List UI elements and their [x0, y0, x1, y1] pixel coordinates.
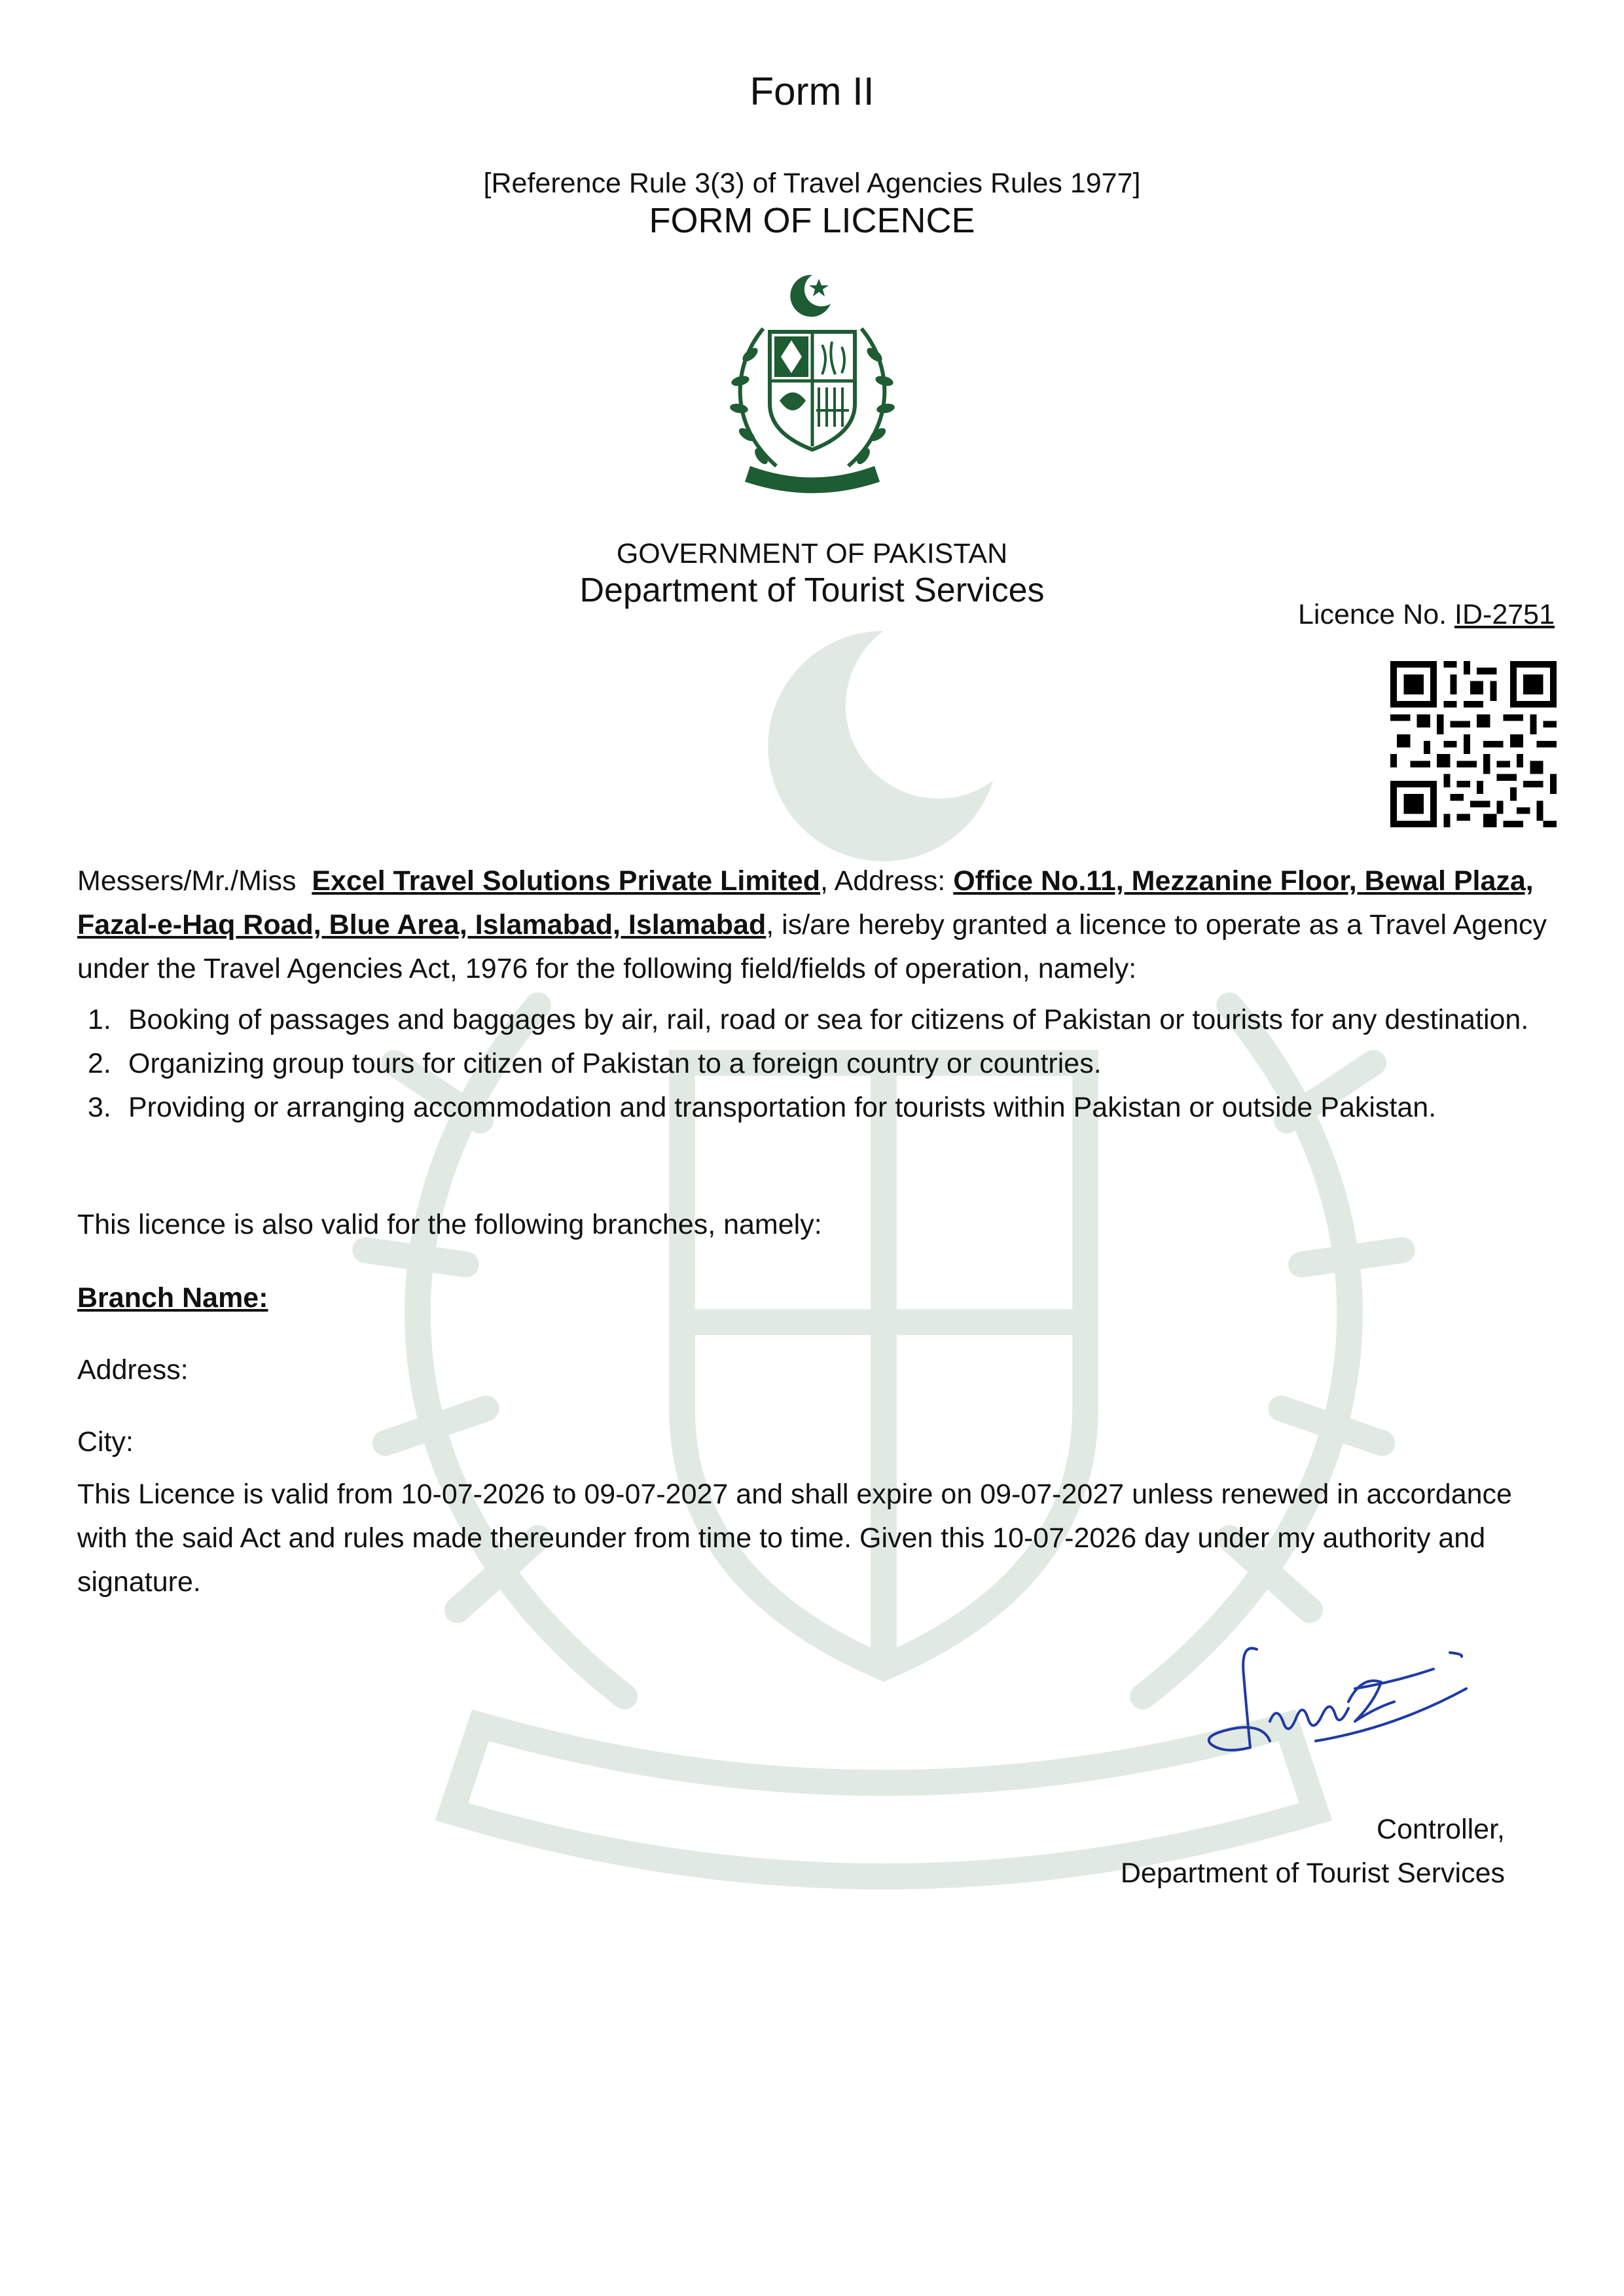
agency-address: Office No.11, Mezzanine Floor, Bewal Plaza, Fazal-e-Haq Road, Blue Area, Islamabad, Islamabad: [77, 865, 1534, 941]
branch-city-label: City:: [77, 1426, 134, 1458]
licence-number-value: ID-2751: [1454, 599, 1555, 630]
qr-code-icon: [1390, 661, 1557, 827]
list-item: 2. Organizing group tours for citizen of Pakistan to a foreign country or countries.: [88, 1048, 1102, 1079]
signatory-department: Department of Tourist Services: [1120, 1857, 1505, 1889]
form-of-licence-heading: FORM OF LICENCE: [649, 201, 975, 240]
agency-name: Excel Travel Solutions Private Limited: [312, 865, 821, 897]
branches-intro: This licence is also valid for the following branches, namely:: [77, 1209, 822, 1240]
government-heading: GOVERNMENT OF PAKISTAN: [616, 538, 1008, 569]
reference-rule: [Reference Rule 3(3) of Travel Agencies Rules 1977]: [483, 168, 1141, 199]
address-label: Address:: [834, 865, 946, 897]
list-item: 1. Booking of passages and baggages by air, rail, road or sea for citizens of Pakistan or tourists for any destination.: [88, 1004, 1529, 1035]
branch-name-label: Branch Name:: [77, 1282, 268, 1314]
signatory-designation: Controller,: [1377, 1814, 1505, 1845]
salutation: Messers/Mr./Miss: [77, 865, 297, 897]
state-emblem-icon: [713, 270, 911, 499]
list-item: 3. Providing or arranging accommodation and transportation for tourists within Pakistan or outside Pakistan.: [88, 1092, 1437, 1123]
validity-paragraph: This Licence is valid from 10-07-2026 to 09-07-2027 and shall expire on 09-07-2027 unless renewed in accordance with the said Act and rules made thereunder from time to time. Given this 10-07-2026 day under my authority and signature.: [77, 1479, 1512, 1598]
fields-of-operation-list: [77, 998, 1550, 1130]
grant-text: is/are hereby granted a licence to operate as a Travel Agency under the Travel Agencies Act, 1976 for the following field/fields of operation, namely:: [77, 909, 1547, 984]
licence-grant-paragraph: Messers/Mr./Miss Excel Travel Solutions Private Limited, Address: Office No.11, Mezzanine Floor, Bewal Plaza, Fazal-e-Haq Road, Blue Area, Islamabad, Islamabad, is/are hereby granted a licence to operate as a Travel Agency under the Travel Agencies Act, 1976 for the following field/fields of operation, namely:: [77, 865, 1547, 984]
signatory-block: [1121, 1808, 1505, 1895]
licence-number: [1298, 599, 1555, 631]
licence-number-label: Licence No.: [1297, 599, 1447, 630]
department-heading: Department of Tourist Services: [579, 571, 1045, 609]
branch-address-label: Address:: [77, 1354, 189, 1386]
signature-image: [1191, 1630, 1473, 1774]
form-title: Form II: [749, 69, 875, 113]
